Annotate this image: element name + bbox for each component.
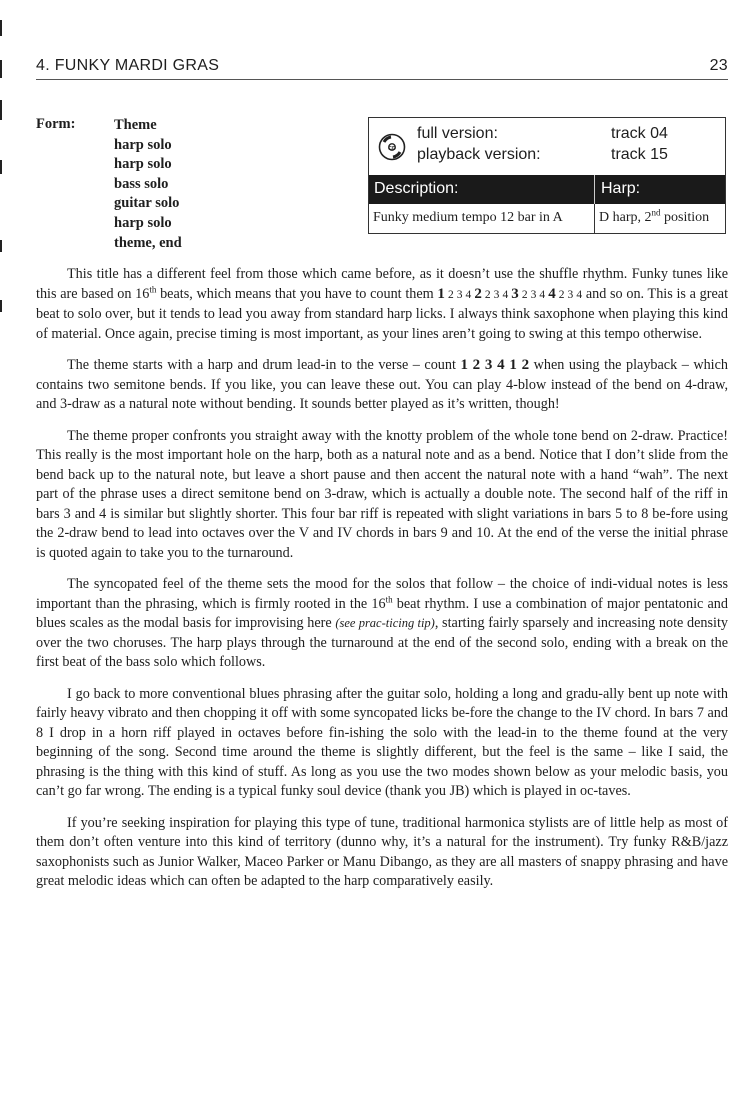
svg-text:CD: CD <box>388 146 396 152</box>
binding-marks <box>0 0 2 1117</box>
paragraph: The theme starts with a harp and drum lead-in to the verse – count 1 2 3 4 1 2 when using the playback – which contains two semitone bends. If you like, you can leave these out. You can play 4-blow instead of the bend on 4-draw, and 3-draw as a natural note without bending. It sounds better played as it’s written, though! <box>36 357 729 412</box>
paragraph: This title has a different feel from those which came before, as it doesn’t use the shuffle rhythm. Funky tunes like this are based on 16th beats, which means that you have to count them 1 2 3 4 2 2 3 4 3 2 3 4 4 2 3 4 and so on. This is a great beat to solo over, but it tends to lead you away from standard harp licks. I always think saxophone when playing this kind of material. Once again, precise timing is most important, as your lines aren’t going to swing at this tempo otherwise. <box>36 266 729 342</box>
description-header: Description: <box>374 180 459 197</box>
form-item: Theme <box>114 117 157 133</box>
paragraph: The theme proper confronts you straight away with the knotty problem of the whole tone bend on 2-draw. Practice! This really is the most important hole on the harp, both as a natural note and as a bend. Notice that I don’t slide from the bend back up to the natural note, but leave a short pause and then accent the natural note with a hand “wah”. The next part of the phrase uses a direct semitone bend on 3-draw, which is actually a double note. The second half of the riff in bars 3 and 4 is similar but slightly shorter. This four bar riff is repeated with slight variations in bars 5 to 8 be-fore using the 2-draw bend to lead into octaves over the V and IV chords in bars 9 and 10. At the end of the verse the initial phrase is quoted again to take you to the turnaround. <box>36 427 728 561</box>
form-item: bass solo <box>114 175 169 192</box>
description-header-bar <box>369 175 725 204</box>
form-item: harp solo <box>114 214 172 231</box>
page-number: 23 <box>709 57 728 74</box>
harp-header: Harp: <box>601 180 641 197</box>
form-label: Form: <box>36 116 76 132</box>
form-list <box>114 116 182 253</box>
paragraph: I go back to more conventional blues phrasing after the guitar solo, holding a long and gradu-ally bent up note with fairly heavy vibrato and then chopping it off with some syncopated licks be-fore the change to the IV chord. In bars 7 and 8 I drop in a horn riff played in octaves before fin-ishing the solo with the lead-in to the theme found at the very beginning of the song. Second time around the theme is slightly different, but the feel is the same – like I said, the phrasing is the thing with this kind of stuff. As long as you use the two modes shown below as your melodic basis, you can’t go far wrong. The ending is a typical funky soul device (thank you JB) which is played in oc-taves. <box>36 685 728 799</box>
form-item: guitar solo <box>114 195 180 212</box>
playback-version-label: playback version: <box>417 146 541 163</box>
cd-icon <box>378 133 406 161</box>
playback-version-track: track 15 <box>611 146 668 163</box>
page-header <box>36 55 728 80</box>
full-version-track: track 04 <box>611 125 668 142</box>
body-text <box>36 265 728 904</box>
harp-value: D harp, 2nd position <box>599 207 710 225</box>
full-version-label: full version: <box>417 125 498 142</box>
form-item: harp solo <box>114 156 172 173</box>
track-info-box <box>368 117 726 234</box>
paragraph: The syncopated feel of the theme sets the mood for the solos that follow – the choice of indi-vidual notes is less important than the phrasing, which is firmly rooted in the 16th beat rhythm. I use a combination of major pentatonic and blues scales as the modal basis for improvising here (see prac-ticing tip), starting fairly sparsely and increasing note density over the two choruses. The harp plays through the turnaround at the end of the second solo, ending with a break on the first beat of the bass solo which follows. <box>36 576 729 670</box>
paragraph: If you’re seeking inspiration for playing this type of tune, traditional harmonica stylists are of little help as most of them don’t often venture into this kind of territory (dunno why, it’s a natural for the instrument). Try funky R&B/jazz saxophonists such as Junior Walker, Maceo Parker or Manu Dibango, as they are all masters of snappy phrasing and have great melodic ideas which can often be adapted to the harp comparatively easily. <box>36 814 728 889</box>
chapter-title: 4. FUNKY MARDI GRAS <box>36 57 220 74</box>
description-row <box>369 204 725 233</box>
form-item: theme, end <box>114 234 182 251</box>
column-divider <box>594 204 595 233</box>
description-value: Funky medium tempo 12 bar in A <box>373 210 563 225</box>
form-item: harp solo <box>114 136 172 153</box>
